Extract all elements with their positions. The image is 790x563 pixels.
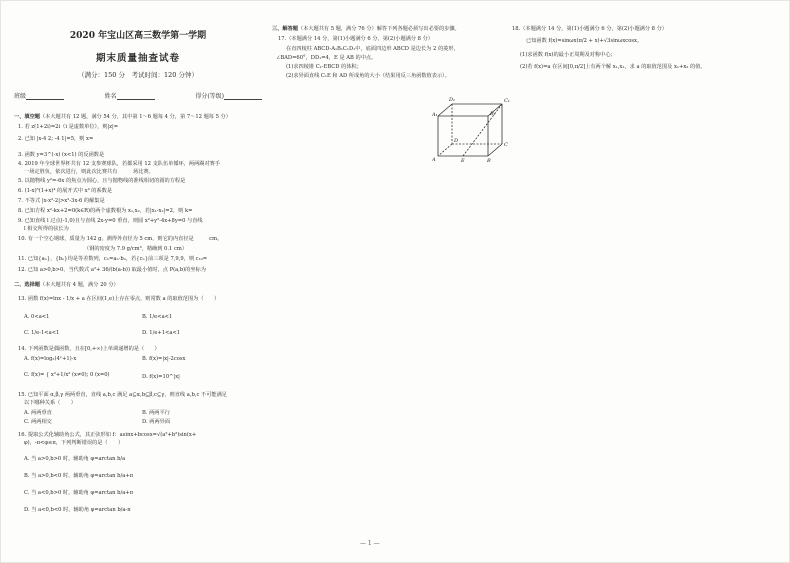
score-field[interactable]: [195, 91, 262, 100]
question-line: 8. 已知方程 x²-kx+2=0(k∈R)的两个虚数根为 x₁,x₂，若|x₁-x₂|=2，则 k=: [18, 208, 193, 214]
question-line: 4. 2019 年全球世界杯共有 12 支参赛球队，若都采用 12 支队伍单循环，两两踢对赛手: [18, 161, 221, 167]
question-line: 13. 函数 f(x)=lnx - 1/x + a 在区间(1,e)上存在零点，则常数 a 的取值范围为（ ）: [18, 296, 220, 302]
label-d1: D₁: [449, 97, 456, 103]
option-c[interactable]: C. 两两相交: [24, 419, 52, 425]
section-title: 三、解答题（本大题共有 5 题，满分 76 分）解答下列各题必须写出必要的步骤。: [272, 26, 460, 32]
question-line: l 相交所得的弦长为: [24, 226, 69, 232]
label-d: D: [454, 138, 459, 144]
student-info-row: [14, 91, 262, 100]
question-line: （钢的密度为 7.9 g/cm³，精确到 0.1 cm）: [84, 246, 187, 252]
question-line: (1)求四棱锥 C₁-EBCD 的体积；: [286, 64, 362, 70]
option-c[interactable]: C. 1/e-1<a<1: [24, 330, 60, 336]
question-line: 15. 已知平面 α,β,γ 两两垂直，直线 a,b,c 满足 a⊆α,b⊆β,c⊆γ，则直线 a,b,c 不可能满足: [18, 392, 227, 398]
label-a1: A₁: [432, 112, 438, 118]
question-line: φ)，-π<φ≤π，下列判断错误的是（ ）: [24, 440, 124, 446]
question-line: 11. 已知{aₙ}，{bₙ}均是等差数列，cₙ=aₙ·bₙ，若{cₙ}前三项是 7,9,9，则 c₁₀=: [18, 256, 208, 262]
option-d[interactable]: D. 当 a<0,b<0 时，辅助角 φ=arctan b/a-π: [24, 507, 131, 513]
option-c[interactable]: C. 当 a<0,b>0 时，辅助角 φ=arctan b/a+π: [24, 490, 134, 496]
label-b: B: [487, 158, 491, 162]
prism-figure: [432, 82, 528, 162]
option-c[interactable]: C. f(x)= { x²+1/x² (x≠0); 0 (x=0): [24, 372, 110, 378]
option-b[interactable]: B. 1/e<a<1: [142, 314, 173, 320]
option-b[interactable]: B. 当 a>0,b<0 时，辅助角 φ=arctan b/a+π: [24, 473, 134, 479]
question-line: ∠BAD=60°，DD₁=4，E 是 AB 的中点。: [276, 55, 377, 61]
exam-subtitle: 期末质量抽查试卷: [95, 53, 180, 64]
question-line: 3. 函数 y=3^(-x) (x<1) 的反函数是: [18, 152, 105, 158]
option-b[interactable]: B. f(x)=|x|-2cosx: [142, 356, 186, 362]
option-a[interactable]: A. 两两垂直: [24, 410, 52, 416]
question-line: 一场定胜负，依次进行，则此次比赛共有 场比赛。: [24, 169, 154, 175]
question-line: 12. 已知 a>0,b>0，当代数式 a²+ 36/(b(a-b)) 取最小值时，点 P(a,b)的坐标为: [18, 267, 206, 273]
question-line: (1)求函数 f(x)的最小正周期及对称中心；: [520, 52, 616, 58]
question-line: 已知函数 f(x)=sinωx(π/2 + x)+√3sinωxcosx。: [526, 38, 643, 44]
question-line: 18.（本题满分 14 分，第(1)小题满分 6 分，第(2)小题满分 8 分）: [512, 26, 667, 32]
label-a: A: [432, 157, 436, 162]
section-title: 一、填空题（本大题共有 12 题，满分 54 分，其中第 1～6 题每 4 分，第 7～12 题每 5 分）: [14, 114, 231, 120]
exam-meta: （满分：150 分 考试时间：120 分钟）: [78, 71, 198, 79]
option-d[interactable]: D. 两两异面: [142, 419, 171, 425]
section-title: 二、选择题（本大题共有 4 题，满分 20 分）: [14, 282, 119, 288]
question-line: 10. 有一个空心钢球，质量为 142 g，测得外直径为 5 cm，则它的内直径是 cm。: [18, 236, 223, 242]
page-number: — 1 —: [360, 540, 380, 547]
question-line: 17.（本题满分 14 分，第(1)小题满分 6 分，第(2)小题满分 8 分）: [278, 36, 433, 42]
label-b1: B₁: [490, 111, 496, 117]
question-line: 5. 以抛物线 y²=-6x 的焦点为圆心，且与抛物线的准线相切的圆的方程是: [18, 178, 186, 184]
name-field[interactable]: [105, 91, 155, 100]
class-label: 班级: [14, 93, 27, 100]
score-label: 得分(等级): [195, 93, 224, 100]
option-a[interactable]: A. f(x)=log₂(4ˣ+1)-x: [24, 356, 77, 362]
exam-title: 2020 年宝山区高三数学第一学期: [69, 31, 207, 41]
label-c1: C₁: [504, 98, 510, 104]
question-line: 1. 若 z(1+2i)=2i（i 是虚数单位），则|z|=: [18, 124, 119, 130]
option-b[interactable]: B. 两两平行: [142, 410, 170, 416]
option-d[interactable]: D. f(x)=10^|x|: [142, 374, 180, 380]
option-a[interactable]: A. 当 a>0,b>0 时，辅助角 φ=arctan b/a: [24, 456, 126, 462]
option-a[interactable]: A. 0<a<1: [24, 314, 50, 320]
question-line: 9. 已知直线 l 过点(-1,0)且与直线 2x-y=0 垂直，则圆 x²+y²-4x+8y=0 与直线: [18, 218, 203, 224]
question-line: 7. 不等式 |x-x²-2|>x²-3x-6 的解集是: [18, 198, 105, 204]
question-line: 2. 已知 |x-4 2; -4 1|=5，则 x=: [18, 136, 94, 142]
question-line: 以下哪种关系（ ）: [24, 400, 76, 406]
question-line: 14. 下列函数是偶函数，且在[0,+∞)上单调递增的是（ ）: [18, 346, 160, 352]
question-line: 在直四棱柱 ABCD-A₁B₁C₁D₁中，底面四边形 ABCD 是边长为 2 的菱形，: [286, 46, 459, 52]
class-field[interactable]: [14, 91, 64, 100]
question-line: (2)若 f(x)=a 在区间[0,π/2]上有两个解 x₁,x₂，求 a 的取值范围及 x₁+x₂ 的值。: [520, 64, 706, 70]
label-e: E: [461, 158, 465, 162]
label-c: C: [504, 142, 508, 148]
name-label: 姓名: [104, 93, 117, 100]
option-d[interactable]: D. 1/e+1<a<1: [142, 330, 181, 336]
question-line: (2)求异面直线 C₁E 和 AD 所成角的大小（结果用反三角函数值表示）。: [286, 73, 450, 79]
question-line: 6. (1-x)⁵(1+x)⁴ 的展开式中 x³ 的系数是: [18, 188, 113, 194]
question-line: 16. 提取公式化辅助角公式，其正弦形如 f：asinx+bcosx=√(a²+b²)sin(x+: [18, 432, 197, 438]
